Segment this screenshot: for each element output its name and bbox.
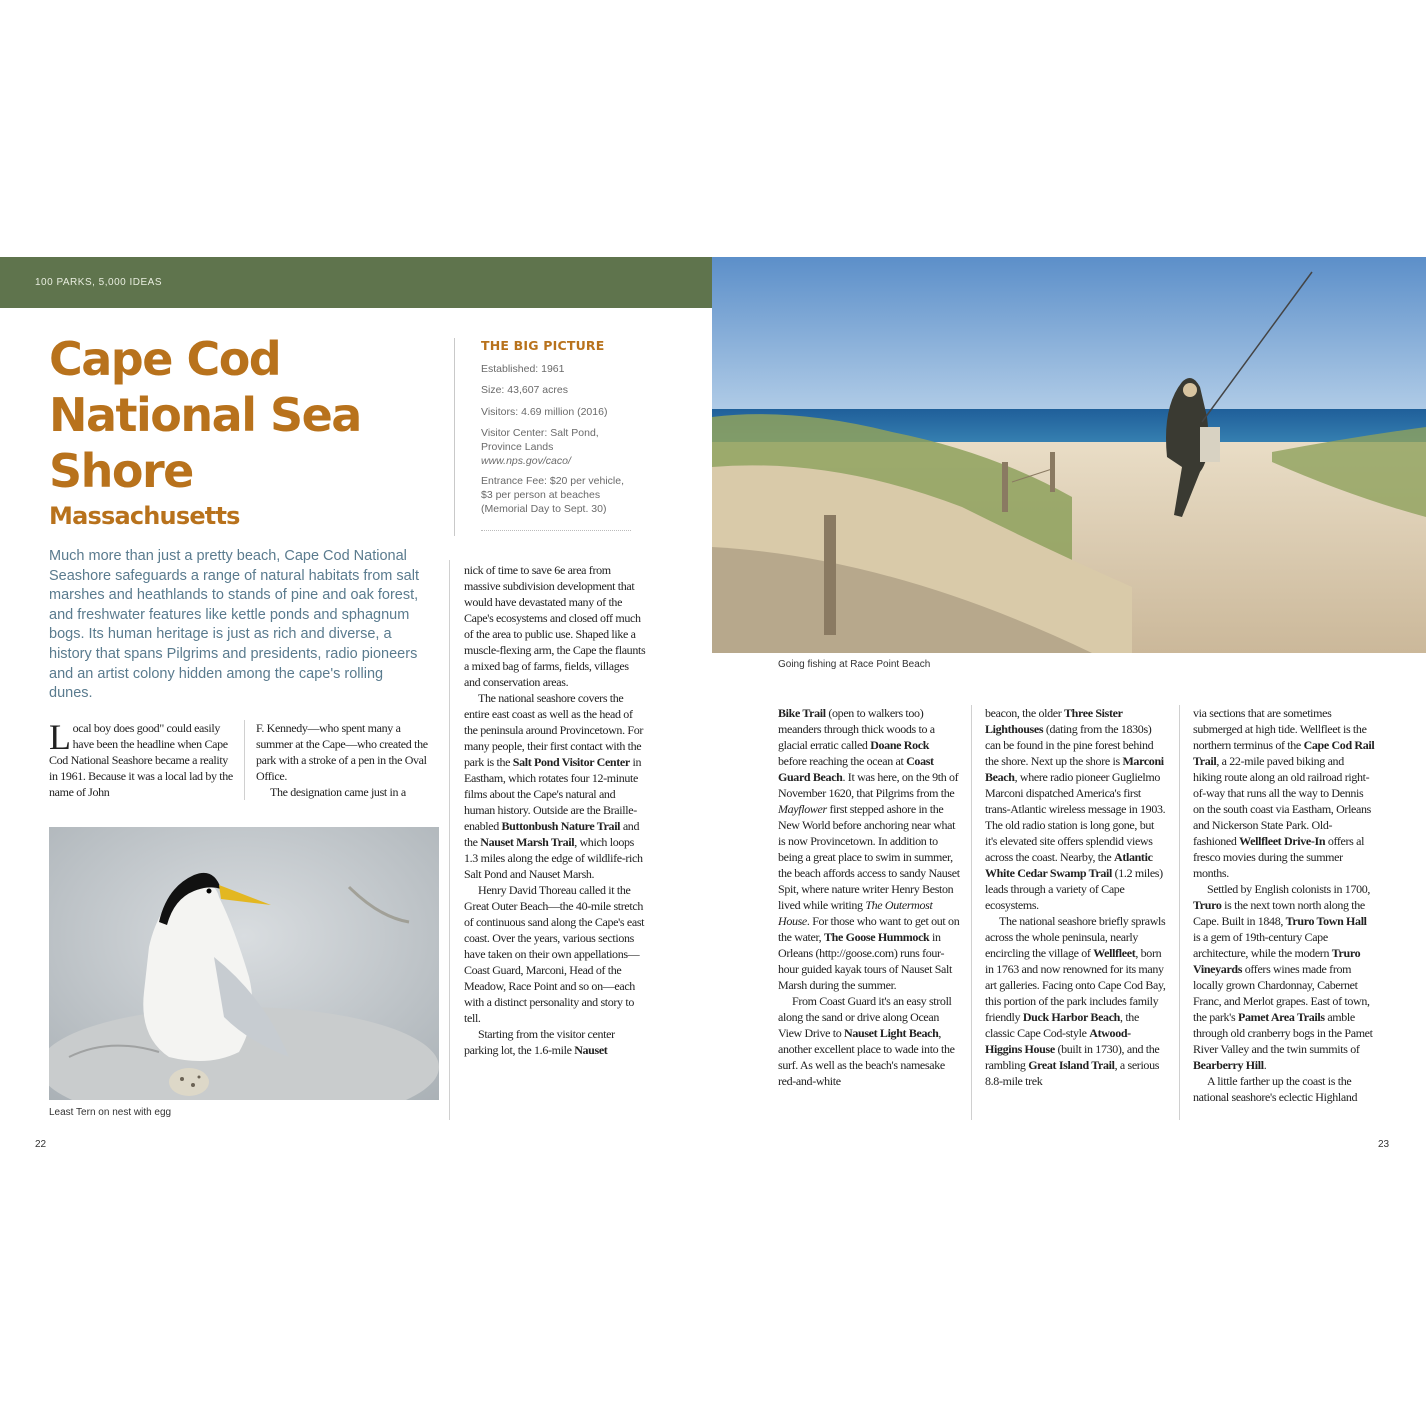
visitor-center-fact: Visitor Center: Salt Pond, Province Lands (481, 427, 599, 453)
column-divider (1179, 705, 1180, 1120)
body-column-1: Local boy does good" could easily have been the headline when Cape Cod National Seashore became a reality in 1961. Because it was a local lad by the name of John (49, 717, 233, 799)
page-subtitle: Massachusetts (49, 502, 240, 530)
tern-caption: Least Tern on nest with egg (49, 1107, 172, 1118)
tern-photo (49, 827, 439, 1100)
sidebar-divider (454, 338, 455, 536)
entrance-fee-fact: Entrance Fee: $20 per vehicle, $3 per person at beaches (Memorial Day to Sept. 30) (481, 475, 625, 515)
park-url[interactable]: www.nps.gov/caco/ (481, 455, 571, 467)
page-title: Cape Cod National Sea Shore (49, 332, 361, 498)
sidebar-dotted-rule (481, 530, 631, 531)
body-column-4: Bike Trail (open to walkers too) meanders through thick woods to a glacial erratic called Doane Rock before reaching the ocean at Coast Guard Beach. It was here, on the 9th of November 1620, that Pilgrims from the Mayflower first stepped ashore in the New World before anchoring near what is now Provincetown. In addition to being a great place to swim in summer, the beach affords access to sandy Nauset Spit, where nature writer Henry Beston lived while writing The Outermost House. For those who want to get out on the water, The Goose Hummock in Orleans (http://goose.com) runs four-hour guided kayak tours of Nauset Salt Marsh during the summer. From Coast Guard it's an easy stroll along the sand or drive along Ocean View Drive to Nauset Light Beach, another excellent place to wade into the surf. As well as the beach's namesake red-and-white (778, 706, 960, 1088)
beach-photo (712, 257, 1426, 653)
body-column-5: beacon, the older Three Sister Lighthouses (dating from the 1830s) can be found in the pine forest behind the shore. Next up the shore is Marconi Beach, where radio pioneer Guglielmo Marconi dispatched America's first trans-Atlantic wireless message in 1903. The old radio station is long gone, but it's elevated site offers splendid views across the coast. Nearby, the Atlantic White Cedar Swamp Trail (1.2 miles) leads through a variety of Cape ecosystems. The national seashore briefly sprawls across the whole peninsula, nearly encircling the village of Wellfleet, born in 1763 and now renowned for its many art galleries. Facing onto Cape Cod Bay, this portion of the park includes family friendly Duck Harbor Beach, the classic Cape Cod-style Atwood-Higgins House (built in 1730), and the rambling Great Island Trail, a serious 8.8-mile trek (985, 706, 1166, 1088)
intro-paragraph: Much more than just a pretty beach, Cape Cod National Seashore safeguards a range of natural habitats from salt marshes and heathlands to stands of pine and oak forest, and freshwater features like kettle ponds and sphagnum bogs. Its human heritage is just as rich and diverse, a history that spans Pilgrims and presidents, radio pioneers and an artist colony hidden among the cape's rolling dunes. (49, 548, 419, 702)
body-column-2: F. Kennedy—who spent many a summer at the Cape—who created the park with a stroke of a pen in the Oval Office. The designation came just in a (256, 721, 428, 799)
drop-cap: L (49, 717, 71, 757)
column-divider (449, 560, 450, 1120)
column-divider (971, 705, 972, 1120)
size-fact: Size: 43,607 acres (481, 384, 568, 396)
visitors-fact: Visitors: 4.69 million (2016) (481, 406, 608, 418)
established-fact: Established: 1961 (481, 363, 565, 375)
page-number-left: 22 (35, 1139, 47, 1150)
banner-text: 100 PARKS, 5,000 IDEAS (35, 277, 162, 288)
body-column-3: nick of time to save 6e area from massive subdivision development that would have devastated many of the Cape's ecosystems and closed off much of the area to public use. Shaped like a muscle-flexing arm, the Cape the flaunts a mixed bag of farms, fields, villages and conservation areas. The national seashore covers the entire east coast as well as the head of the peninsula around Provincetown. For many people, their first contact with the park is the Salt Pond Visitor Center in Eastham, which rotates four 12-minute films about the Cape's natural and human history. Outside are the Braille-enabled Buttonbush Nature Trail and the Nauset Marsh Trail, which loops 1.3 miles along the edge of wildlife-rich Salt Pond and Nauset Marsh. Henry David Thoreau called it the Great Outer Beach—the 40-mile stretch of continuous sand along the Cape's east coast. Over the years, various sections have taken on their own appellations—Coast Guard, Marconi, Head of the Meadow, Race Point and so on—each with a distinct personality and story to tell. Starting from the visitor center parking lot, the 1.6-mile Nauset (464, 563, 646, 1057)
body-column-6: via sections that are sometimes submerged at high tide. Wellfleet is the northern terminus of the Cape Cod Rail Trail, a 22-mile paved biking and hiking route along an old railroad right-of-way that runs all the way to Dennis on the south coast via Eastham, Orleans and Nickerson State Park. Old-fashioned Wellfleet Drive-In offers al fresco movies during the summer months. Settled by English colonists in 1700, Truro is the next town north along the Cape. Built in 1848, Truro Town Hall is a gem of 19th-century Cape architecture, while the modern Truro Vineyards offers wines made from locally grown Chardonnay, Cabernet Franc, and Merlot grapes. East of town, the park's Pamet Area Trails amble through old cranberry bogs in the Pamet River Valley and the twin summits of Bearberry Hill. A little farther up the coast is the national seashore's eclectic Highland (1193, 706, 1375, 1104)
column-divider (244, 720, 245, 800)
big-picture-heading: THE BIG PICTURE (481, 338, 605, 353)
page-number-right: 23 (1378, 1139, 1390, 1150)
beach-caption: Going fishing at Race Point Beach (778, 659, 931, 670)
